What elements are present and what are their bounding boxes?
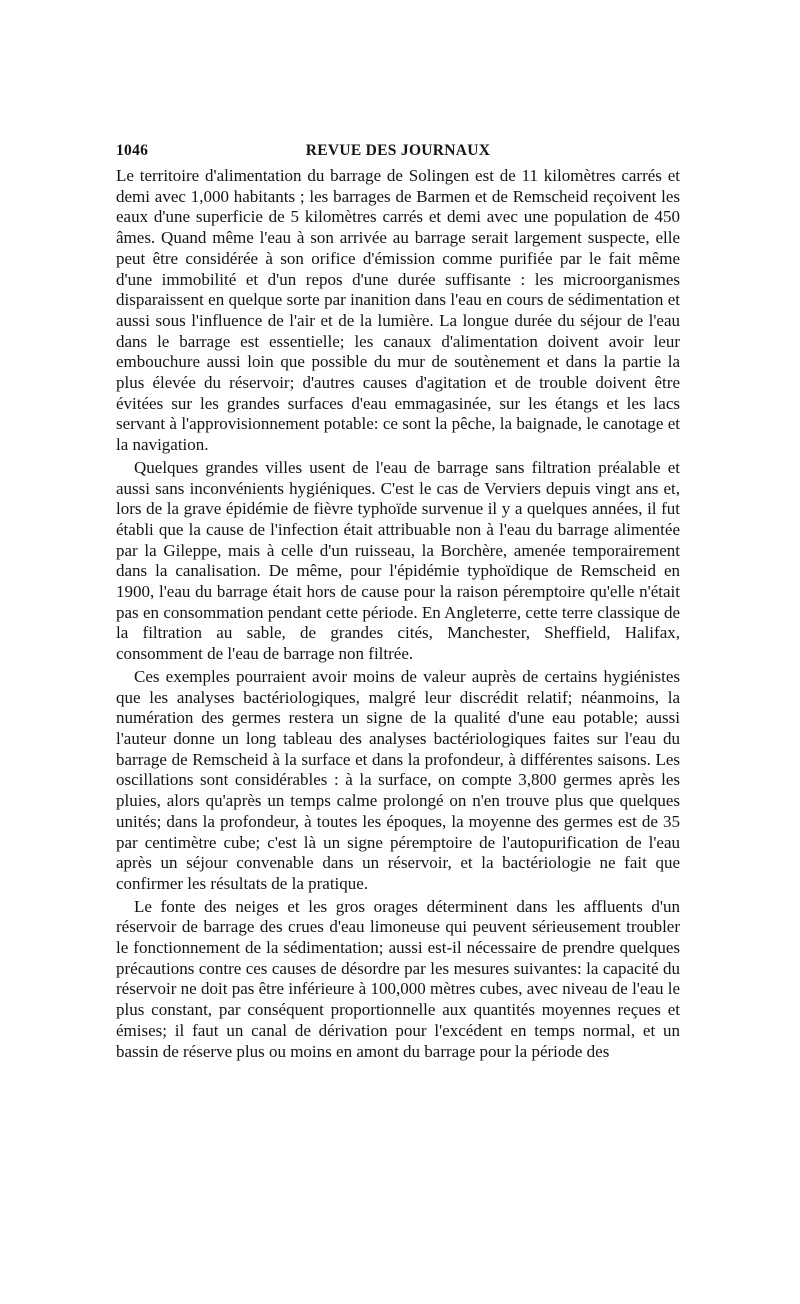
journal-title: REVUE DES JOURNAUX — [305, 142, 491, 159]
article-body — [116, 166, 680, 1062]
paragraph: Le fonte des neiges et les gros orages déterminent dans les affluents d'un réservoir de barrage des crues d'eau limoneuse qui peuvent sérieusement troubler le fonctionnement de la sédimentation; aussi est-il nécessaire de prendre quelques précautions contre ces causes de désordre par les mesures suivantes: la capacité du réservoir ne doit pas être inférieure à 100,000 mètres cubes, avec niveau de l'eau le plus constant, par conséquent proportionnelle aux quantités moyennes reçues et émises; il faut un canal de dérivation pour l'excédent en temps normal, et un bassin de réserve plus ou moins en amont du barrage pour la période des — [116, 896, 680, 1061]
paragraph: Ces exemples pourraient avoir moins de valeur auprès de certains hygiénistes que les analyses bactériologiques, malgré leur discrédit relatif; néanmoins, la numération des germes restera un signe de la qualité d'une eau potable; aussi l'auteur donne un long tableau des analyses bactériologiques faites sur l'eau du barrage de Remscheid à la surface et dans la profondeur, à différentes saisons. Les oscillations sont considérables : à la surface, on compte 3,800 germes après les pluies, alors qu'après un temps calme prolongé on n'en trouve plus que quelques unités; dans la profondeur, à toutes les époques, la moyenne des germes est de 35 par centimètre cube; c'est là un signe péremptoire de l'autopurification de l'eau après un séjour convenable dans un réservoir, et la bactériologie ne fait que confirmer les résultats de la pratique. — [116, 666, 680, 893]
page-number: 1046 — [116, 142, 149, 159]
running-header — [116, 140, 680, 166]
paragraph: Quelques grandes villes usent de l'eau de barrage sans filtration préalable et aussi sans inconvénients hygiéniques. C'est le cas de Verviers depuis vingt ans et, lors de la grave épidémie de fièvre typhoïde survenue il y a quelques années, il fut établi que la cause de l'infection était attribuable non à l'eau du barrage alimentée par la Gileppe, mais à celle d'un ruisseau, la Borchère, amenée temporairement dans la canalisation. De même, pour l'épidémie typhoïdique de Remscheid en 1900, l'eau du barrage était hors de cause pour la raison péremptoire qu'elle n'était pas en consommation pendant cette période. En Angleterre, cette terre classique de la filtration au sable, de grandes cités, Manchester, Sheffield, Halifax, consomment de l'eau de barrage non filtrée. — [116, 457, 680, 664]
document-page — [116, 140, 680, 1062]
paragraph-continued: Le territoire d'alimentation du barrage de Solingen est de 11 kilomètres carrés et demi avec 1,000 habitants ; les barrages de Barmen et de Remscheid reçoivent les eaux d'une superficie de 5 kilomètres carrés et demi avec une population de 450 âmes. Quand même l'eau à son arrivée au barrage serait largement suspecte, elle peut être considérée à son orifice d'émission comme purifiée par le fait même d'une immobilité et d'un repos d'une durée suffisante : les microorganismes disparaissent en quelque sorte par inanition dans l'eau en cours de sédimentation et aussi sous l'influence de l'air et de la lumière. La longue durée du séjour de l'eau dans le barrage est essentielle; les canaux d'alimentation doivent avoir leur embouchure aussi loin que possible du mur de soutènement et dans la partie la plus élevée du réservoir; d'autres causes d'agitation et de trouble doivent être évitées sur les grandes surfaces d'eau emmagasinée, sur les étangs et les lacs servant à l'approvisionnement potable: ce sont la pêche, la baignade, le canotage et la navigation. — [116, 166, 680, 455]
